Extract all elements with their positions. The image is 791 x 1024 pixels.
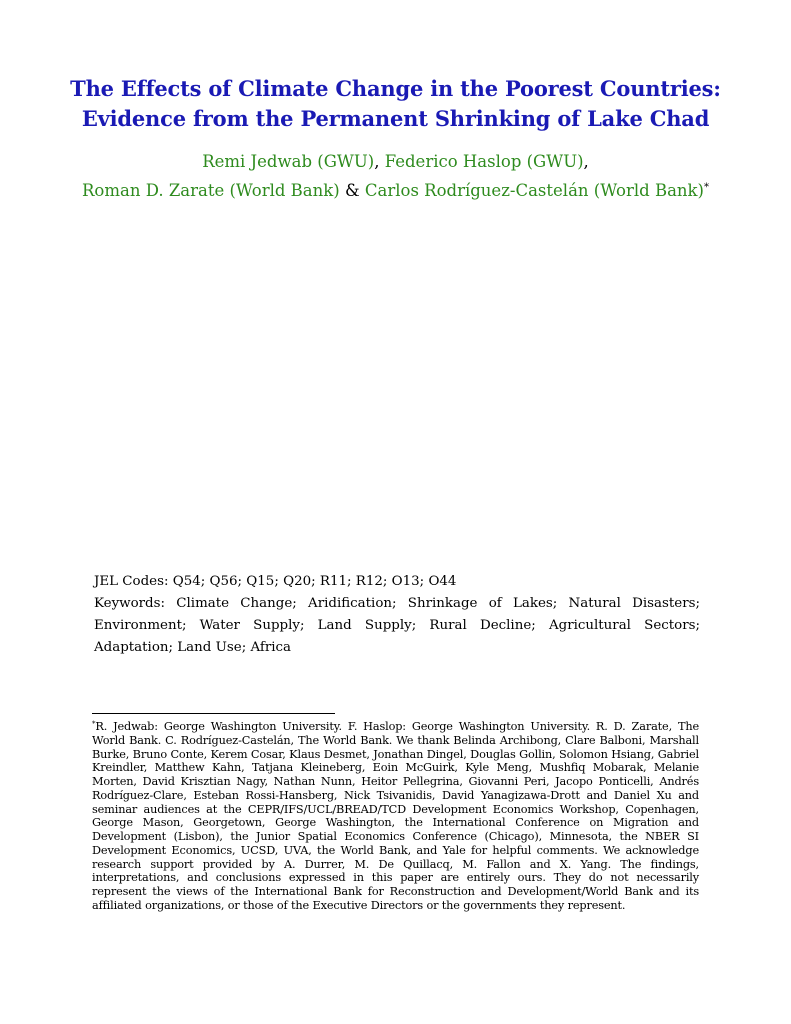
author-separator: & (339, 181, 365, 200)
author-separator: , (583, 152, 589, 171)
authors-line-1 (0, 150, 791, 174)
author-link-zarate[interactable]: Roman D. Zarate (World Bank) (81, 181, 340, 200)
author-link-haslop[interactable]: Federico Haslop (GWU) (384, 152, 584, 171)
footnote (92, 718, 699, 913)
jel-codes: JEL Codes: Q54; Q56; Q15; Q20; R11; R12; O13; O44 (94, 574, 457, 589)
footnote-text: R. Jedwab: George Washington University. F. Haslop: George Washington University. R. D. Zarate, The World Bank. C. Rodríguez-Castelán, The World Bank. We thank Belinda Archibong, Clare Balboni, Marshall Burke, Bruno Conte, Kerem Cosar, Klaus Desmet, Jonathan Dingel, Douglas Gollin, Solomon Hsiang, Gabriel Kreindler, Matthew Kahn, Tatjana Kleineberg, Eoin McGuirk, Kyle Meng, Mushfiq Mobarak, Melanie Morten, David Krisztian Nagy, Nathan Nunn, Heitor Pellegrina, Giovanni Peri, Jacopo Ponticelli, Andrés Rodríguez-Clare, Esteban Rossi-Hansberg, Nick Tsivanidis, David Yanagizawa-Drott and Daniel Xu and seminar audiences at the CEPR/IFS/UCL/BREAD/TCD Development Economics Workshop, Copenhagen, George Mason, Georgetown, George Washington, the International Conference on Migration and Development (Lisbon), the Junior Spatial Economics Conference (Chicago), Minnesota, the NBER SI Development Economics, UCSD, UVA, the World Bank, and Yale for helpful comments. We acknowledge research support provided by A. Durrer, M. De Quillacq, M. Fallon and X. Yang. The findings, interpretations, and conclusions expressed in this paper are entirely ours. They do not necessarily represent the views of the International Bank for Reconstruction and Development/World Bank and its affiliated organizations, or those of the Executive Directors or the governments they represent. (92, 720, 699, 912)
footnote-mark: * (92, 720, 96, 728)
title-line-2: Evidence from the Permanent Shrinking of Lake Chad (81, 106, 710, 131)
footnote-rule (92, 713, 335, 714)
authors-line-2 (0, 176, 791, 203)
title-line-1: The Effects of Climate Change in the Poorest Countries: (70, 76, 721, 101)
author-link-jedwab[interactable]: Remi Jedwab (GWU) (202, 152, 375, 171)
author-link-rodriguez-castelan[interactable]: Carlos Rodríguez-Castelán (World Bank) (364, 181, 704, 200)
keywords: Keywords: Climate Change; Aridification; Shrinkage of Lakes; Natural Disasters; Environment; Water Supply; Land Supply; Rural Decline; Agricultural Sectors; Adaptation; Land Use; Africa (94, 596, 700, 655)
author-separator: , (374, 152, 385, 171)
footnote-marker[interactable]: * (704, 182, 709, 193)
